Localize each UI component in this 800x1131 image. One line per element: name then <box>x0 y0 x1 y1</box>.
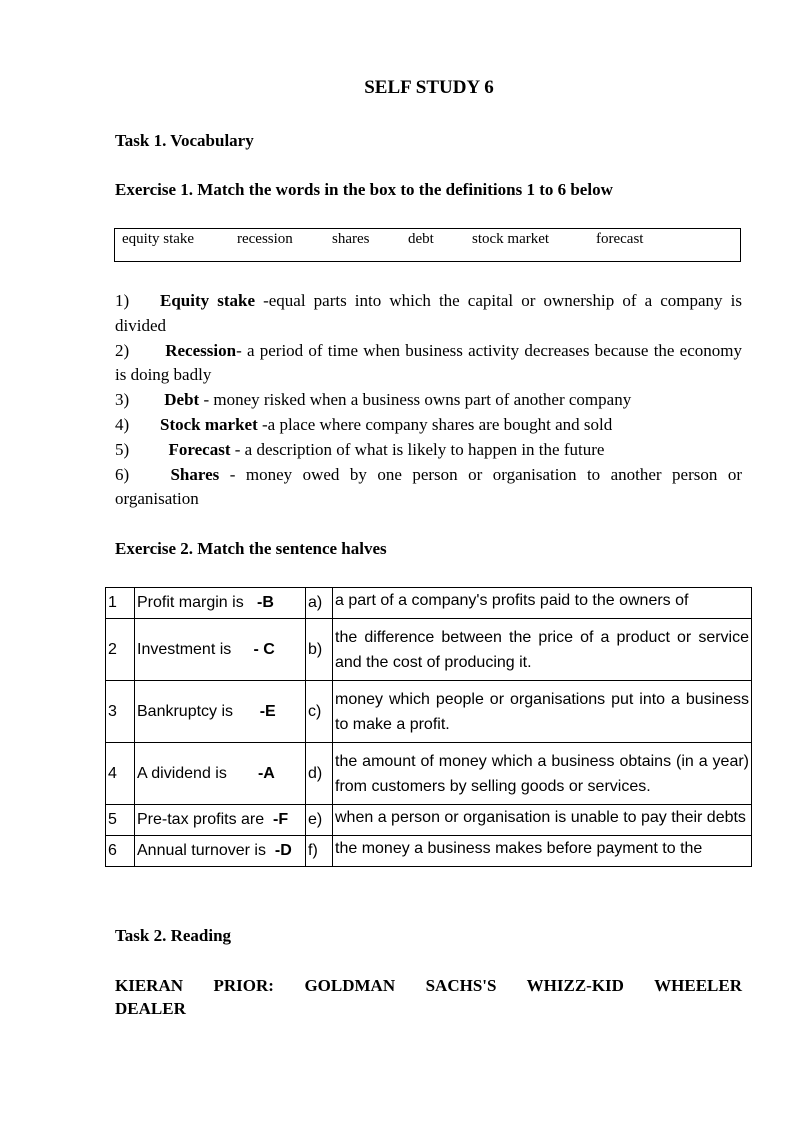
definition-number: 6) <box>115 464 130 484</box>
page-title: SELF STUDY 6 <box>364 77 494 98</box>
sentence-stem: A dividend is -A <box>135 743 306 805</box>
word-box-item: stock market <box>472 231 550 247</box>
definitions-list <box>115 289 742 512</box>
definition-term: Equity stake <box>160 291 255 310</box>
table-row <box>106 805 752 836</box>
definition-text: a place where company shares are bought and sold <box>267 414 613 434</box>
sentence-stem: Pre-tax profits are -F <box>135 805 306 836</box>
definition-text: a period of time when business activity decreases because the economy is doing badly <box>115 340 742 385</box>
definition-term: Stock market <box>160 414 258 434</box>
definition-letter: e) <box>306 805 333 836</box>
sentence-ending: money which people or organisations put into a business to make a profit. <box>333 681 752 743</box>
matching-table <box>105 587 752 867</box>
definition-sep: - <box>219 464 236 484</box>
definition-item <box>115 438 742 463</box>
sentence-ending: the difference between the price of a product or service and the cost of producing it. <box>333 619 752 681</box>
definition-item <box>115 388 742 413</box>
definition-letter: b) <box>306 619 333 681</box>
sentence-ending: the money a business makes before payment to the <box>333 836 752 867</box>
answer-letter: -A <box>257 764 275 782</box>
definition-text: money risked when a business owns part of another company <box>209 390 632 410</box>
definition-item <box>115 463 742 513</box>
definition-term: Shares <box>170 464 220 484</box>
definition-sep: - <box>255 291 269 310</box>
word-box-item: forecast <box>596 231 644 247</box>
definition-term: Recession <box>165 340 237 360</box>
table-row <box>106 619 752 681</box>
word-box-item: shares <box>332 231 370 247</box>
task2-heading: Task 2. Reading <box>115 926 232 945</box>
answer-letter: -D <box>274 842 292 859</box>
task1-heading: Task 1. Vocabulary <box>115 131 254 150</box>
definition-item <box>115 413 742 438</box>
table-row <box>106 681 752 743</box>
sentence-ending: when a person or organisation is unable to pay their debts <box>333 805 752 836</box>
definition-number: 3) <box>115 390 130 410</box>
definition-term: Forecast <box>168 439 231 459</box>
definition-number: 2) <box>115 340 130 360</box>
row-number: 2 <box>106 619 135 681</box>
definition-text: money owed by one person or organisation to another person or organisation <box>115 464 743 509</box>
sentence-stem: Profit margin is -B <box>135 588 306 619</box>
definition-number: 1) <box>115 291 130 310</box>
exercise2-heading: Exercise 2. Match the sentence halves <box>115 539 387 558</box>
table-row <box>106 743 752 805</box>
sentence-stem: Investment is - C <box>135 619 306 681</box>
definition-term: Debt <box>164 390 200 410</box>
sentence-stem: Bankruptcy is -E <box>135 681 306 743</box>
article-title-continued: DEALER <box>115 999 186 1018</box>
definition-letter: a) <box>306 588 333 619</box>
answer-letter: -E <box>259 702 276 720</box>
definition-item <box>115 339 742 389</box>
row-number: 4 <box>106 743 135 805</box>
article-title: KIERAN PRIOR: GOLDMAN SACHS'S WHIZZ-KID WHEELER <box>115 976 742 995</box>
definition-number: 5) <box>115 439 130 459</box>
answer-letter: - C <box>253 640 275 658</box>
definition-letter: c) <box>306 681 333 743</box>
row-number: 1 <box>106 588 135 619</box>
definition-sep: - <box>199 390 210 410</box>
table-row <box>106 836 752 867</box>
answer-letter: -B <box>257 594 274 611</box>
word-box-item: debt <box>408 231 434 247</box>
definition-number: 4) <box>115 414 130 434</box>
definition-item <box>115 289 742 339</box>
definition-text: a description of what is likely to happen in the future <box>240 439 605 459</box>
table-row <box>106 588 752 619</box>
definition-letter: f) <box>306 836 333 867</box>
definition-sep: - <box>236 340 242 360</box>
word-box-item: recession <box>237 231 293 247</box>
word-box-item: equity stake <box>122 231 195 247</box>
sentence-ending: a part of a company's profits paid to the owners of <box>333 588 752 619</box>
row-number: 3 <box>106 681 135 743</box>
exercise1-heading: Exercise 1. Match the words in the box to the definitions 1 to 6 below <box>115 180 613 199</box>
sentence-ending: the amount of money which a business obtains (in a year) from customers by selling goods or services. <box>333 743 752 805</box>
sentence-stem: Annual turnover is -D <box>135 836 306 867</box>
definition-sep: - <box>230 439 241 459</box>
word-box <box>114 228 741 262</box>
row-number: 5 <box>106 805 135 836</box>
row-number: 6 <box>106 836 135 867</box>
definition-text: equal parts into which the capital or ownership of a company is divided <box>115 291 742 335</box>
definition-sep: - <box>257 414 268 434</box>
definition-letter: d) <box>306 743 333 805</box>
answer-letter: -F <box>273 811 289 828</box>
